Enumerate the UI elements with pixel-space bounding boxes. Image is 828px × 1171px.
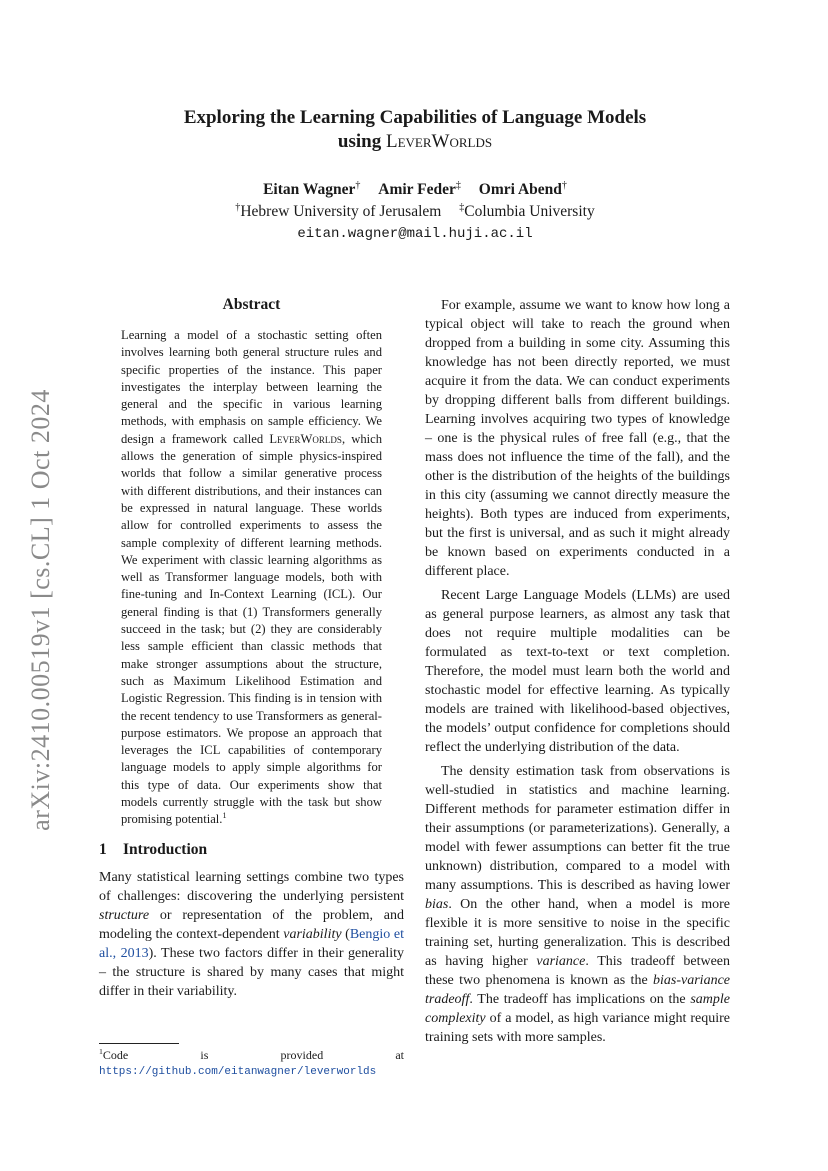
intro-text-1: Many statistical learning settings combine two types of challenges: discovering the underlying persistent: [99, 869, 404, 904]
density-text-4: . The tradeoff has implications on the: [469, 992, 691, 1007]
emph-tradeoff: bias-variance tradeoff: [425, 973, 730, 1007]
density-text-2: . On the other hand, when a model is more flexible it is more sensitive to noise in the specific training set, hurting generalization. This is described as having higher: [425, 897, 730, 969]
paragraph-density: [425, 762, 730, 1047]
code-url-link[interactable]: https://github.com/eitanwagner/leverworlds: [99, 1066, 377, 1078]
density-text-1: The density estimation task from observations is well-studied in statistics and machine learning. Different methods for parameter estimation differ in their assumptions (or parameterizations). Generally, a model with fewer assumptions can better fit the true unknown) distribution, compared to a model with many assumptions. This is described as having lower: [425, 764, 730, 893]
title-framework-name: LeverWorlds: [385, 131, 493, 152]
title-line-1: Exploring the Learning Capabilities of Language Models: [183, 107, 647, 128]
author-2: Amir Feder: [378, 181, 456, 198]
density-text-5: of a model, as high variance might require training sets with more samples.: [425, 1011, 730, 1045]
abstract-part-1: Learning a model of a stochastic setting often involves learning both general structure rules and specific properties of the instance. This paper investigates the interplay between learning the general and the specific in various learning methods, with emphasis on sample efficiency. We design a framework called: [121, 328, 382, 446]
footnote-rule: [99, 1043, 179, 1044]
author-block: [100, 180, 730, 244]
abstract-framework-name: LeverWorlds: [269, 431, 342, 446]
author-email: eitan.wagner@mail.huji.ac.il: [297, 226, 533, 242]
section-heading-introduction: [99, 841, 404, 859]
affiliation-1-mark: †: [235, 201, 241, 213]
citation-link[interactable]: Bengio et al., 2013: [99, 926, 405, 961]
emph-sample-complexity: sample complexity: [425, 992, 730, 1026]
paragraph-llms: Recent Large Language Models (LLMs) are used as general purpose learners, as almost any task that does not require multiple modalities can be formulated as text-to-text or text completion. Therefore, the model must learn both the world and stochastic model for effective learning. As typically models are trained with likelihood-based objectives, the models’ output confidence for completions should reflect the underlying distribution of the data.: [425, 588, 730, 755]
intro-emph-variability: variability: [283, 926, 342, 942]
right-column: [425, 296, 730, 1047]
abstract-part-2: , which allows the generation of simple physics-inspired worlds that follow a similar generative process with different distributions, and their instances can be expressed in natural language. These worlds allow for controlled experiments to assess the sample complexity of different learning methods. We experiment with classic learning algorithms as well as Transformer language models, both with fine-tuning and In-Context Learning (ICL). Our general finding is that (1) Transformers generally succeed in the task; but (2) they are considerably less sample efficient than classic methods that make stronger assumptions about the structure, such as Maximum Likelihood Estimation and Logistic Regression. This finding is in tension with the recent tendency to use Transformers as general-purpose estimators. We propose an approach that leverages the ICL capabilities of contemporary language models to apply simple algorithms for this type of data. Our experiments show that models currently struggle with the task but show promising potential.: [121, 431, 383, 827]
footnote-text: [99, 1048, 404, 1080]
abstract-heading: Abstract: [222, 296, 281, 313]
affiliations: [100, 202, 730, 222]
paragraph-example: For example, assume we want to know how long a typical object will take to reach the ground when dropped from a building in some city. Assuming this knowledge has not been directly reported, we must acquire it from the data. We can conduct experiments by dropping different balls from different buildings. Learning involves acquiring two types of knowledge – one is the physical rules of free fall (e.g., that the mass does not influence the time of the fall), and the other is the distribution of the heights of the buildings in this city (assuming we cannot directly measure the heights). Both types are induced from experiments, but the first is universal, and as such it might already be known based on experiments conducted in a different place.: [425, 298, 730, 579]
abstract-text: [121, 327, 382, 829]
author-2-mark: ‡: [455, 179, 461, 191]
left-column: [99, 296, 404, 1001]
title-block: [100, 106, 730, 154]
paper-title: [100, 106, 730, 154]
author-names: [100, 180, 730, 200]
affiliation-1: Hebrew University of Jerusalem: [240, 203, 442, 220]
author-1-mark: †: [355, 179, 361, 191]
author-3: Omri Abend: [478, 181, 562, 198]
section-number: 1: [99, 840, 107, 858]
emph-variance: variance: [536, 954, 586, 969]
emph-bias: bias: [425, 897, 449, 912]
author-3-mark: †: [561, 179, 567, 191]
footnote-mark: 1: [99, 1047, 103, 1056]
arxiv-stamp: [16, 375, 66, 845]
section-title: Introduction: [123, 840, 208, 858]
footnote-ref[interactable]: 1: [222, 811, 227, 821]
footnote-body: Code is provided at: [102, 1048, 404, 1062]
intro-text-4: ). These two factors differ in their generality – the structure is shared by many cases that might differ in their variability.: [99, 945, 405, 999]
intro-emph-structure: structure: [99, 907, 150, 923]
arxiv-id: arXiv:2410.00519v1 [cs.CL] 1 Oct 2024: [26, 389, 56, 831]
intro-paragraph: [99, 868, 404, 1001]
author-1: Eitan Wagner: [263, 181, 356, 198]
density-text-3: . This tradeoff between these two phenomena is known as the: [425, 954, 730, 988]
footnote: [99, 1043, 404, 1080]
affiliation-2-mark: ‡: [459, 201, 465, 213]
title-line-2-prefix: using: [337, 131, 386, 152]
intro-text-2: or representation of the problem, and modeling the context-dependent: [99, 907, 404, 942]
affiliation-2: Columbia University: [464, 203, 595, 220]
intro-text-3: (: [341, 926, 350, 942]
